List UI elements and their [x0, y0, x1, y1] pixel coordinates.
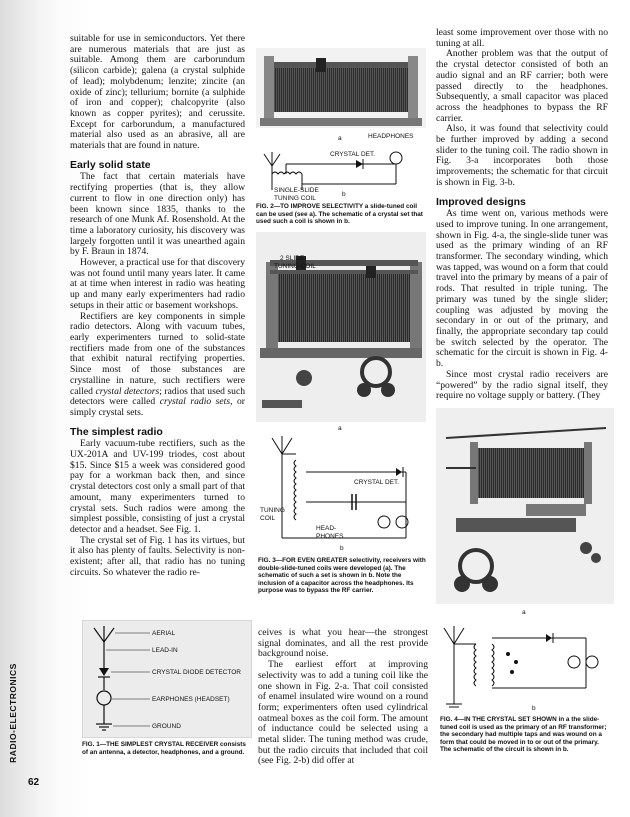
paragraph: The fact that certain materials have rectifying properties (that is, they allow current to flow in one direction only) has been known since 1835, thanks to the research of one Munk Af. Rosenshold. At the time a laboratory curiosity, his discovery was largely forgotten until it was unearthed again by F. Braun in 1874.: [70, 171, 245, 258]
fig4-label-b: b: [532, 705, 536, 712]
fig3-label-slide1: 2 SLIDE: [280, 255, 305, 262]
fig3-label-slide2: TUNING COIL: [274, 263, 316, 270]
fig3-label-b: b: [340, 545, 344, 552]
column-2: [258, 628, 428, 767]
fig1-label-earphones: EARPHONES (HEADSET): [152, 696, 230, 703]
text-run: ; radios that used such detectors were called: [70, 385, 246, 408]
fig4-caption: FIG. 4—IN THE CRYSTAL SET SHOWN in a the slide-tuned coil is used as the primary of an RF transformer; the secondary had multiple taps and was wound on a form that could be moved in to or out of the primary. The schematic of the circuit is shown in b.: [440, 716, 607, 754]
fig2-label-coil1: SINGLE-SLIDE: [274, 187, 319, 194]
fig3-label-head1: HEAD-: [316, 525, 337, 532]
fig2-diagram: [256, 34, 426, 202]
text-run: Rectifiers are key components in simple radio detectors. Along with vacuum tubes, early experimenters turned to solid-state rectifiers made from one of the substances that exhibit natural rectifying properties. Since most of those substances are crystalline in nature, such rectifiers were called: [70, 310, 245, 397]
fig1-label-aerial: AERIAL: [152, 630, 176, 637]
fig3-label-tuning: TUNING: [260, 507, 285, 514]
paragraph: suitable for use in semiconductors. Yet there are numerous materials that are just as suitable. Among them are carborundum (silicon carbide); galena (a crystal sulphide of lead); molybdenum; lenzite; zincite (an oxide of zinc); tellurium; bornite (a sulphide of iron and copper); chalcopyrite (also known as copper pyrites); and cerussite. Except for carborundum, a manufactured material also used as an abrasive, all are materials that are found in nature.: [70, 33, 245, 152]
fig4-diagram: [436, 408, 614, 714]
fig1-caption: FIG. 1—THE SIMPLEST CRYSTAL RECEIVER consists of an antenna, a detector, headphones, and a ground.: [82, 741, 246, 756]
column-3: [436, 28, 608, 402]
paragraph: The earliest effort at improving selectivity was to add a tuning coil like the one shown in Fig. 2-a. That coil consisted of enamel insulated wire wound on a round form; experimenters often used cylindrical oatmeal boxes as the coil form. The amount of inductance could be selected using a metal slider. The tuning method was crude, but the radio circuits that included that coil (see Fig. 2-b) did offer at: [258, 659, 428, 767]
emphasis: crystal detectors: [95, 385, 160, 397]
fig1-label-lead-in: LEAD-IN: [152, 647, 178, 654]
magazine-title-sidebar: [2, 640, 16, 790]
paragraph: [70, 312, 245, 419]
emphasis: crystal radio sets: [159, 396, 231, 408]
paragraph: least some improvement over those with no tuning at all.: [436, 27, 608, 49]
section-heading-improved-designs: Improved designs: [436, 195, 526, 208]
fig1-label-ground: GROUND: [152, 723, 181, 730]
column-1: [70, 34, 245, 578]
paragraph: However, a practical use for that discovery was not found until many years later. It came at at time when interest in radio was heating up and many early experimenters had radio setups in their attic or basement workshops.: [70, 257, 245, 311]
fig2-label-b: b: [342, 191, 346, 198]
fig2-label-a: a: [338, 135, 342, 142]
section-heading-early-solid-state: Early solid state: [70, 158, 151, 171]
paragraph: Early vacuum-tube rectifiers, such as the UX-201A and UV-199 triodes, cost about $15. Since $15 a week was considered good pay for a workman back then, and since crystal detectors cost only a small part of that amount, many experimenters turned to crystal sets. Such radios were among the simplest possible, consisting of just a crystal detector and a headset. See Fig. 1.: [70, 438, 245, 535]
section-heading-simplest-radio: The simplest radio: [70, 425, 163, 438]
paragraph: Another problem was that the output of the crystal detector consisted of both an audio signal and an RF carrier; both were passed directly to the headphones. Subsequently, a small capacitor was placed across the headphones to bypass the RF carrier.: [436, 48, 608, 124]
paragraph: The crystal set of Fig. 1 has its virtues, but it also has plenty of faults. Selectivity is non-existent; after all, that radio has no tuning circuits. So whatever the radio re-: [70, 534, 245, 578]
fig4-label-a: a: [522, 609, 526, 616]
fig3-label-coil: COIL: [260, 515, 276, 522]
fig3-diagram: [256, 232, 426, 554]
fig3-label-a: a: [338, 425, 342, 432]
fig3-label-head2: PHONES: [316, 533, 344, 540]
paragraph: Also, it was found that selectivity could be further improved by adding a second slider to the tuning coil. The radio shown in Fig. 3-a incorporates both those improvements; the schematic for that circuit is shown in Fig. 3-b.: [436, 123, 608, 188]
fig2-label-crystal: CRYSTAL DET.: [330, 151, 376, 158]
text-run: , or simply crystal sets.: [70, 396, 245, 418]
paragraph: Since most crystal radio receivers are “powered” by the radio signal itself, they require no voltage supply or battery. (They: [436, 368, 608, 402]
paragraph: ceives is what you hear—the strongest signal dominates, and all the rest provide background noise.: [258, 627, 428, 660]
fig1-diagram: [82, 620, 252, 738]
magazine-title: RADIO-ELECTRONICS: [8, 663, 18, 763]
fig3-caption: FIG. 3—FOR EVEN GREATER selectivity, receivers with double-slide-tuned coils were developed (a). The schematic of such a set is shown in b. Note the inclusion of a capacitor across the headphones. Its purpose was to bypass the RF carrier.: [258, 557, 426, 595]
fig1-label-detector: CRYSTAL DIODE DETECTOR: [152, 669, 241, 676]
fig2-caption: FIG. 2—TO IMPROVE SELECTIVITY a slide-tuned coil can be used (see a). The schematic of a crystal set that used such a coil is shown in b.: [256, 203, 423, 226]
fig2-label-headphones: HEADPHONES: [368, 133, 414, 140]
page-number: 62: [28, 777, 40, 788]
paragraph: As time went on, various methods were used to improve tuning. In one arrangement, shown in Fig. 4-a, the single-slide tuner was used as the primary winding of an RF transformer. The secondary winding, which was tapped, was wound on a form that could travel into the primary by means of a pair of rods. That resulted in triple tuning. The primary was tuned by the single slider; coupling was adjusted by moving the secondary in or out of the primary, and finally, the appropriate secondary tap could be switch selected by the operator. The schematic for the circuit is shown in Fig. 4-b.: [436, 208, 608, 370]
fig2-label-coil2: TUNING COIL: [274, 195, 316, 202]
fig3-label-crystal: CRYSTAL DET.: [354, 479, 400, 486]
